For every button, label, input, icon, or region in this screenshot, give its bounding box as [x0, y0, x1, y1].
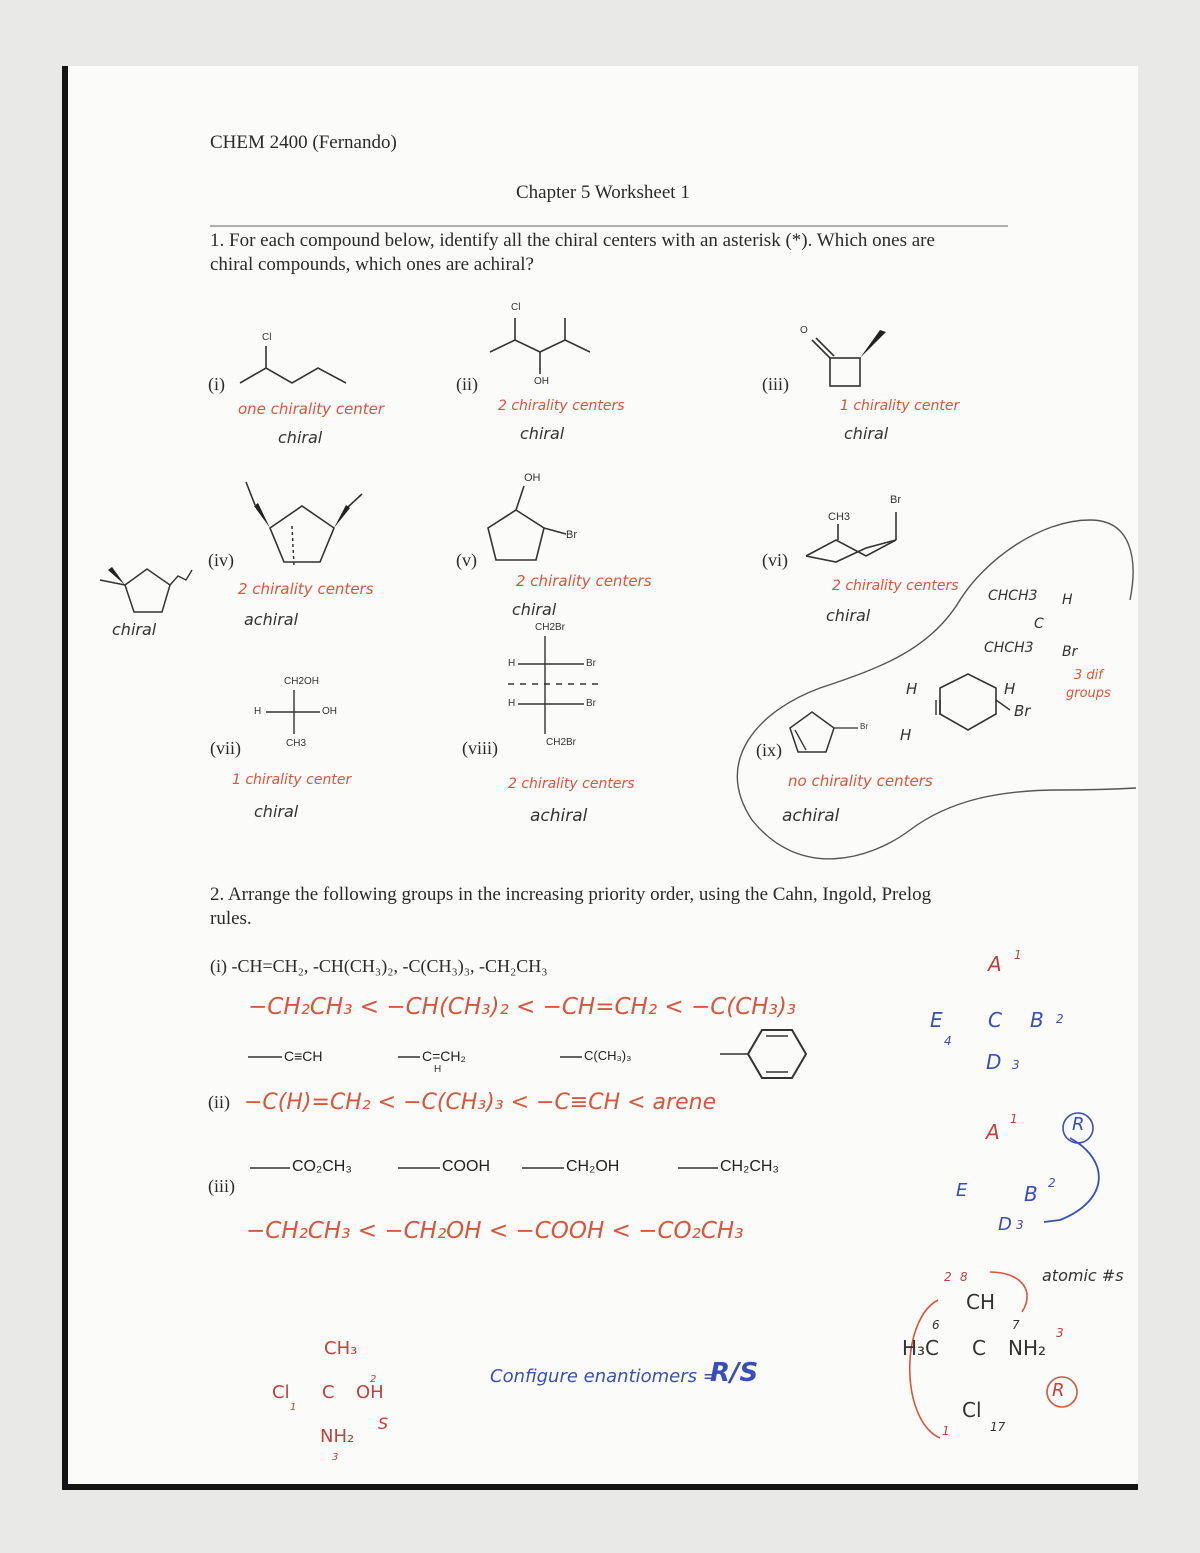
- ring-h3: H: [900, 726, 912, 744]
- example-r: R: [1052, 1380, 1065, 1401]
- example-n-bottom: 17: [990, 1420, 1006, 1434]
- example-n-right: 7: [1012, 1318, 1020, 1332]
- fischer-bottom: NH₂: [320, 1426, 355, 1447]
- example-left: H₃C: [902, 1336, 940, 1360]
- atom-viii-h1: H: [508, 658, 516, 669]
- atom-ix-br: Br: [860, 722, 868, 731]
- wedge-b: B: [1024, 1182, 1038, 1206]
- example-atomic: atomic #s: [1042, 1266, 1124, 1285]
- note-ii: 2 chirality centers: [498, 398, 625, 414]
- q2-part2-answer: −C(H)=CH₂ < −C(CH₃)₃ < −C≡CH < arene: [244, 1090, 717, 1115]
- wedge-n3: 3: [1016, 1218, 1024, 1232]
- structure-ii: [490, 340, 590, 352]
- abcd-a: A: [988, 952, 1002, 976]
- abcd-n1: 1: [1014, 948, 1022, 962]
- label-viii: (viii): [462, 738, 498, 758]
- atom-vi-ch3: CH3: [828, 511, 851, 523]
- example-right: NH₂: [1008, 1336, 1047, 1360]
- example-rank1: 2: [944, 1270, 952, 1284]
- worksheet-title: Chapter 5 Worksheet 1: [516, 182, 690, 203]
- side-left: CHCH3: [984, 640, 1034, 656]
- course-title: CHEM 2400 (Fernando): [210, 132, 397, 153]
- q1-prompt-line2: chiral compounds, which ones are achiral?: [210, 254, 534, 275]
- abcd-e: E: [930, 1008, 943, 1032]
- side-h: H: [1062, 592, 1073, 608]
- wedge-n1: 1: [1010, 1112, 1018, 1126]
- note-vii: 1 chirality center: [232, 772, 352, 788]
- structure-vi: [806, 540, 896, 556]
- verdict-vi: chiral: [826, 606, 871, 625]
- atom-viii-bottom: CH2Br: [546, 737, 577, 748]
- q2-group-alkyne: C≡CH: [284, 1048, 323, 1064]
- label-vi: (vi): [762, 550, 788, 570]
- note-iv: 2 chirality centers: [238, 580, 374, 598]
- q2-alcohol: CH₂OH: [566, 1158, 620, 1175]
- note-v: 2 chirality centers: [516, 572, 652, 590]
- fischer-n1: 1: [290, 1402, 297, 1413]
- verdict-ix: achiral: [782, 806, 840, 826]
- atom-ii-cl: Cl: [511, 302, 521, 313]
- q2-acid: COOH: [442, 1158, 490, 1175]
- q2-prompt-line1: 2. Arrange the following groups in the increasing priority order, using the Cahn, Ingold, Prelog: [210, 884, 932, 905]
- atom-viii-br1: Br: [586, 658, 596, 669]
- fischer-n2: 2: [370, 1374, 377, 1385]
- atom-vii-oh: OH: [322, 706, 337, 717]
- example-n-left: 6: [932, 1318, 940, 1332]
- note-i: one chirality center: [238, 400, 385, 418]
- note-iii: 1 chirality center: [840, 398, 960, 414]
- abcd-n2: 2: [1056, 1012, 1064, 1026]
- ring-h1: H: [906, 680, 918, 698]
- verdict-ii: chiral: [520, 424, 565, 443]
- atom-v-br: Br: [566, 529, 577, 541]
- abcd-b: B: [1030, 1008, 1044, 1032]
- side-br: Br: [1062, 644, 1078, 660]
- label-ix: (ix): [756, 740, 782, 760]
- q2-part1-answer: −CH₂CH₃ < −CH(CH₃)₂ < −CH=CH₂ < −C(CH₃)₃: [248, 994, 797, 1020]
- note-viii: 2 chirality centers: [508, 776, 635, 792]
- wedge-r: R: [1072, 1114, 1085, 1135]
- fischer-right: OH: [356, 1382, 384, 1403]
- structure-iv: [270, 506, 334, 562]
- abcd-d: D: [986, 1050, 1002, 1074]
- label-iv: (iv): [208, 550, 234, 570]
- ring-br: Br: [1014, 702, 1031, 720]
- note-ix: no chirality centers: [788, 772, 933, 790]
- fischer-config: S: [378, 1414, 389, 1433]
- side-note-2: groups: [1066, 686, 1111, 701]
- structure-v: [488, 510, 544, 560]
- label-v: (v): [456, 550, 477, 570]
- q2-prompt-line2: rules.: [210, 908, 252, 929]
- ring-sketch: [940, 674, 996, 730]
- label-vii: (vii): [210, 738, 241, 758]
- wedge-n2: 2: [1048, 1176, 1056, 1190]
- q2-part3-answer: −CH₂CH₃ < −CH₂OH < −COOH < −CO₂CH₃: [246, 1218, 744, 1244]
- q2-part3-label: (iii): [208, 1176, 235, 1196]
- ring-h2: H: [1004, 680, 1016, 698]
- q2-ethyl: CH₂CH₃: [720, 1158, 779, 1175]
- label-ii: (ii): [456, 374, 478, 394]
- example-n-top: 8: [960, 1270, 968, 1284]
- example-c: C: [972, 1336, 986, 1360]
- q2-ester: CO₂CH₃: [292, 1158, 352, 1175]
- abcd-n4: 4: [944, 1034, 952, 1048]
- label-i: (i): [208, 374, 225, 394]
- atom-v-oh: OH: [524, 472, 541, 484]
- verdict-iii: chiral: [844, 424, 889, 443]
- verdict-iv: achiral: [244, 610, 299, 629]
- atom-vii-h: H: [254, 706, 262, 717]
- abcd-c: C: [988, 1008, 1002, 1032]
- q2-group-vinyl: C=CH₂: [422, 1048, 466, 1064]
- abcd-n3: 3: [1012, 1058, 1020, 1072]
- side-top: CHCH3: [988, 588, 1038, 604]
- margin-cyclopentane: [125, 569, 170, 612]
- side-c: C: [1034, 616, 1044, 632]
- q2-part1-label: (i) -CH=CH₂, -CH(CH₃)₂, -C(CH₃)₃, -CH₂CH₃: [210, 956, 548, 976]
- atom-iii-o: O: [800, 325, 808, 336]
- example-rank2: 3: [1056, 1326, 1064, 1340]
- rs-note: R/S: [710, 1358, 759, 1388]
- example-rank3: 1: [942, 1424, 950, 1438]
- atom-ii-oh: OH: [534, 376, 549, 387]
- verdict-i: chiral: [278, 428, 323, 447]
- structure-i: [240, 368, 346, 383]
- atom-viii-h2: H: [508, 698, 516, 709]
- q1-prompt-line1: 1. For each compound below, identify all the chiral centers with an asterisk (*). Which ones are: [210, 230, 935, 251]
- margin-note: chiral: [112, 620, 157, 639]
- atom-viii-br2: Br: [586, 698, 596, 709]
- wedge-a: A: [986, 1120, 1000, 1144]
- note-vi: 2 chirality centers: [832, 578, 959, 594]
- fischer-n3: 3: [332, 1452, 339, 1463]
- atom-i-cl: Cl: [262, 332, 272, 343]
- wedge-d: D: [998, 1214, 1012, 1235]
- atom-vii-top: CH2OH: [284, 676, 320, 687]
- configure-note: Configure enantiomers =: [490, 1366, 718, 1387]
- q2-part2-label: (ii): [208, 1092, 230, 1112]
- wedge-e: E: [956, 1180, 968, 1201]
- atom-viii-top: CH2Br: [535, 622, 566, 633]
- fischer-c: C: [322, 1382, 335, 1403]
- fischer-top: CH₃: [324, 1338, 358, 1359]
- q2-group-vinyl-h: H: [434, 1064, 442, 1075]
- verdict-vii: chiral: [254, 802, 299, 821]
- side-note-1: 3 dif: [1074, 668, 1103, 683]
- fischer-left: Cl: [272, 1382, 290, 1403]
- atom-vi-br: Br: [890, 494, 901, 506]
- verdict-v: chiral: [512, 600, 557, 619]
- label-iii: (iii): [762, 374, 789, 394]
- example-bottom: Cl: [962, 1398, 982, 1422]
- example-top: CH: [966, 1290, 996, 1314]
- structure-iii: [830, 358, 860, 386]
- verdict-viii: achiral: [530, 806, 588, 826]
- atom-vii-bottom: CH3: [286, 738, 307, 749]
- q2-group-tbutyl: C(CH₃)₃: [584, 1048, 632, 1063]
- benzene-ring: [748, 1030, 806, 1078]
